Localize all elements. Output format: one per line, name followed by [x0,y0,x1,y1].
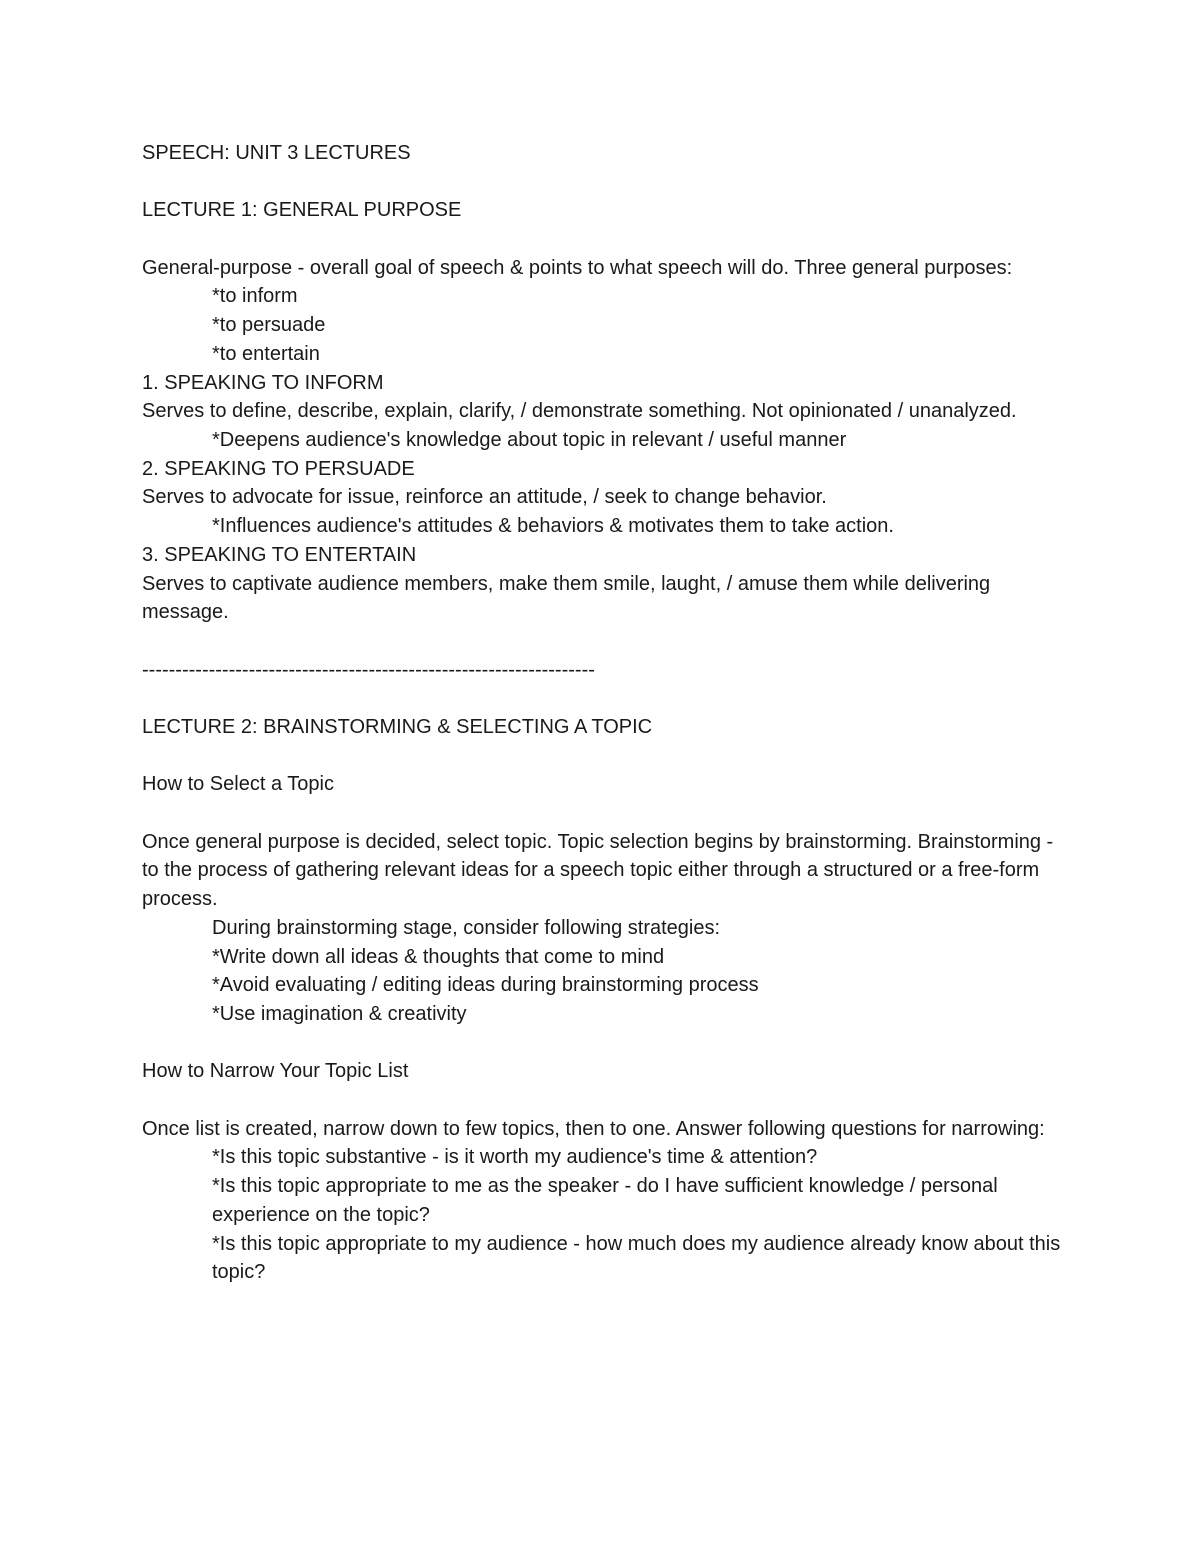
question-item: *Is this topic appropriate to my audience - how much does my audience already know about this topic? [212,1232,1061,1284]
entertain-text: Serves to captivate audience members, make them smile, laught, / amuse them while delivering message. [142,572,991,624]
spacer [142,742,1072,771]
section-divider: -------------------------------------------------------------------- [142,658,595,681]
persuade-text: Serves to advocate for issue, reinforce an attitude, / seek to change behavior. [142,486,827,509]
inform-heading: 1. SPEAKING TO INFORM [142,371,384,394]
strategy-item: *Use imagination & creativity [212,1003,467,1025]
strategy-item: *Write down all ideas & thoughts that come to mind [212,945,665,968]
spacer [142,1086,1072,1115]
inform-note: *Deepens audience's knowledge about topic in relevant / useful manner [212,429,847,451]
question-item: *Is this topic substantive - is it worth my audience's time & attention? [212,1146,818,1169]
spacer [142,225,1072,254]
strategy-item: *Avoid evaluating / editing ideas during brainstorming process [212,974,759,997]
persuade-heading: 2. SPEAKING TO PERSUADE [142,457,415,480]
purpose-item: *to entertain [212,342,320,365]
narrow-topic-text: Once list is created, narrow down to few topics, then to one. Answer following questions for narrowing: [142,1117,1045,1140]
inform-text: Serves to define, describe, explain, clarify, / demonstrate something. Not opinionated / unanalyzed. [142,400,1017,423]
general-purpose-definition: General-purpose - overall goal of speech & points to what speech will do. Three general purposes: [142,256,1013,279]
document-title: SPEECH: UNIT 3 LECTURES [142,142,411,164]
spacer [142,1029,1072,1058]
strategies-intro: During brainstorming stage, consider following strategies: [212,916,721,939]
lecture-2-heading: LECTURE 2: BRAINSTORMING & SELECTING A TOPIC [142,716,653,738]
purpose-item: *to persuade [212,314,326,337]
select-topic-subheading: How to Select a Topic [142,773,334,796]
spacer [142,799,1072,828]
purpose-item: *to inform [212,285,298,308]
select-topic-text: Once general purpose is decided, select topic. Topic selection begins by brainstorming. Brainstorming - to the process of gathering relevant ideas for a speech topic either through a structured or a free-form process. [142,830,1054,911]
spacer [142,684,1072,713]
narrow-topic-subheading: How to Narrow Your Topic List [142,1060,409,1083]
question-item: *Is this topic appropriate to me as the speaker - do I have sufficient knowledge / personal experience on the topic? [212,1175,998,1226]
lecture-1-heading: LECTURE 1: GENERAL PURPOSE [142,199,462,222]
entertain-heading: 3. SPEAKING TO ENTERTAIN [142,543,417,566]
persuade-note: *Influences audience's attitudes & behaviors & motivates them to take action. [212,515,894,538]
spacer [142,168,1072,197]
document-page [142,139,1072,1287]
spacer [142,627,1072,656]
